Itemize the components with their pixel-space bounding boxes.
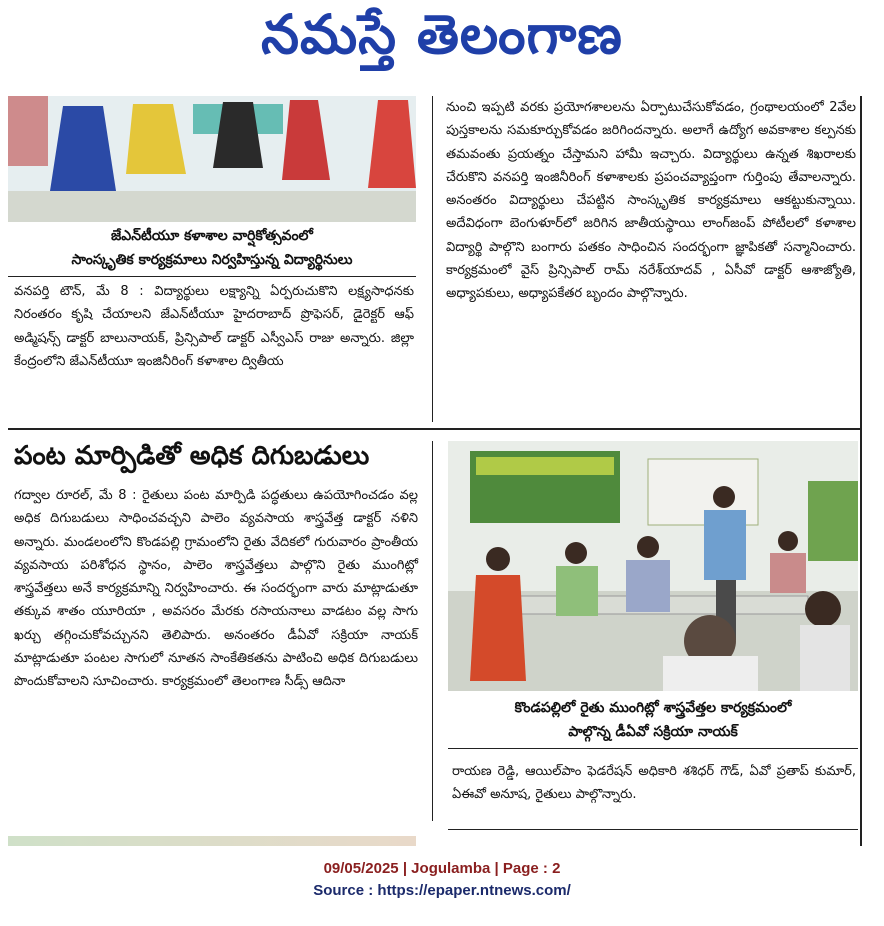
- masthead: [0, 0, 884, 82]
- source-link[interactable]: Source : https://epaper.ntnews.com/: [313, 882, 571, 899]
- dance-photo: [8, 96, 416, 222]
- footer: [0, 858, 884, 902]
- section-divider: [8, 428, 860, 430]
- column-divider: [432, 96, 433, 422]
- farmers-meeting-photo: [448, 441, 858, 691]
- dance-photo-illustration: [8, 96, 416, 222]
- next-article-photo-edge: [8, 836, 416, 846]
- article1-left-column: వనపర్తి టౌన్, మే 8 : విద్యార్థులు లక్ష్యాన్ని ఏర్పరుచుకొని లక్ష్యసాధనకు నిరంతరం కృషి చేయాలని జేఎన్‌టీయూ హైదరాబాద్ ప్రొఫెసర్, డైరెక్టర్ ఆఫ్ అడ్మిషన్స్ డాక్టర్ బాలునాయక్, ప్రిన్సిపాల్ డాక్టర్ ఎస్వీఎస్ రాజు అన్నారు. జిల్లా కేంద్రంలోని జేఎన్‌టీయూ ఇంజినీరింగ్ కళాశాల ద్వితీయ: [14, 284, 414, 369]
- caption-divider-2: [448, 748, 858, 749]
- article2-right-column: రాయణ రెడ్డి, ఆయిల్‌పాం ఫెడరేషన్ అధికారి శశిధర్ గౌడ్, ఏవో ప్రతాప్ కుమార్, ఏఈవో అనూష, రైతులు పాల్గొన్నారు.: [452, 764, 856, 803]
- bottom-divider: [448, 829, 858, 830]
- newspaper-logo-title: నమస్తే తెలంగాణ: [261, 2, 623, 66]
- caption-divider: [8, 276, 416, 277]
- article1-right-column: నుంచి ఇప్పటి వరకు ప్రయోగశాలలను ఏర్పాటుచేసుకోవడం, గ్రంథాలయంలో 2వేల పుస్తకాలను సమకూర్చుకోవడం జరిగిందన్నారు. అలాగే ఉద్యోగ అవకాశాల కల్పనకు తమవంతు ప్రయత్నం చేస్తామని హామీ ఇచ్చారు. విద్యార్థులు ఉన్నత శిఖరాలకు చేరుకొని వనపర్తి ఇంజినీరింగ్ కళాశాలకు ప్రపంచవ్యాప్తంగా గుర్తింపు తేవాలన్నారు. అనంతరం విద్యార్థులు చేపట్టిన సాంస్కృతిక కార్యక్రమాలు ఆకట్టుకున్నాయి. అదేవిధంగా బెంగుళూర్‌లో జరిగిన జాతీయస్థాయి లాంగ్‌జంప్ పోటీలలో కళాశాల విద్యార్థి పాల్గొని బంగారు పతకం సాధించిన సందర్భంగా జ్ఞాపికతో సన్మానించారు. కార్యక్రమంలో వైస్ ప్రిన్సిపాల్ రామ్ నరేశ్‌యాదవ్ , ఏసీవో డాక్టర్ ఆశాజ్యోతి, అధ్యాపకులు, అధ్యాపకేతర బృందం పాల్గొన్నారు.: [446, 100, 856, 302]
- dance-photo-caption: జేఎన్‌టీయూ కళాశాల వార్షికోత్సవంలో సాంస్కృతిక కార్యక్రమాలు నిర్వహిస్తున్న విద్యార్థినులు: [71, 228, 353, 268]
- farmers-photo-caption: కొండపల్లిలో రైతు ముంగిట్లో శాస్త్రవేత్తల కార్యక్రమంలో పాల్గొన్న డీఏవో సక్రియా నాయక్: [514, 700, 792, 740]
- column-divider-2: [432, 441, 433, 821]
- article2-left-column: గద్వాల రూరల్, మే 8 : రైతులు పంట మార్పిడి పద్ధతులు ఉపయోగించడం వల్ల అధిక దిగుబడులు సాధించవచ్చని పాలెం వ్యవసాయ శాస్త్రవేత్త డాక్టర్ నళిని అన్నారు. మండలంలోని కొండపల్లి గ్రామంలోని రైతు వేదికలో గురువారం ప్రాంతీయ వ్యవసాయ పరిశోధన స్థానం, పాలెం శాస్త్రవేత్తలు పాల్గొని రైతు ముంగిట్లో శాస్త్రవేత్తలు అనే కార్యక్రమాన్ని నిర్వహించారు. ఈ సందర్భంగా వారు మాట్లాడుతూ తక్కువ శాతం యూరియా , అవసరం మేరకు రసాయనాలు వాడటం వల్ల సాగు ఖర్చు తగ్గించుకోవచ్చునని తెలిపారు. అనంతరం డీఏవో సక్రియా నాయక్ మాట్లాడుతూ పంటల సాగులో నూతన సాంకేతికతను పాటించి అధిక దిగుబడులు పొందుకోవాలని సూచించారు. కార్యక్రమంలో తెలంగాణ సీడ్స్ ఆదినా: [14, 488, 418, 690]
- edition-info: 09/05/2025 | Jogulamba | Page : 2: [323, 860, 561, 877]
- newspaper-page: [8, 96, 862, 846]
- article2-headline: పంట మార్పిడితో అధిక దిగుబడులు: [14, 441, 370, 471]
- farmers-meeting-illustration: [448, 441, 858, 691]
